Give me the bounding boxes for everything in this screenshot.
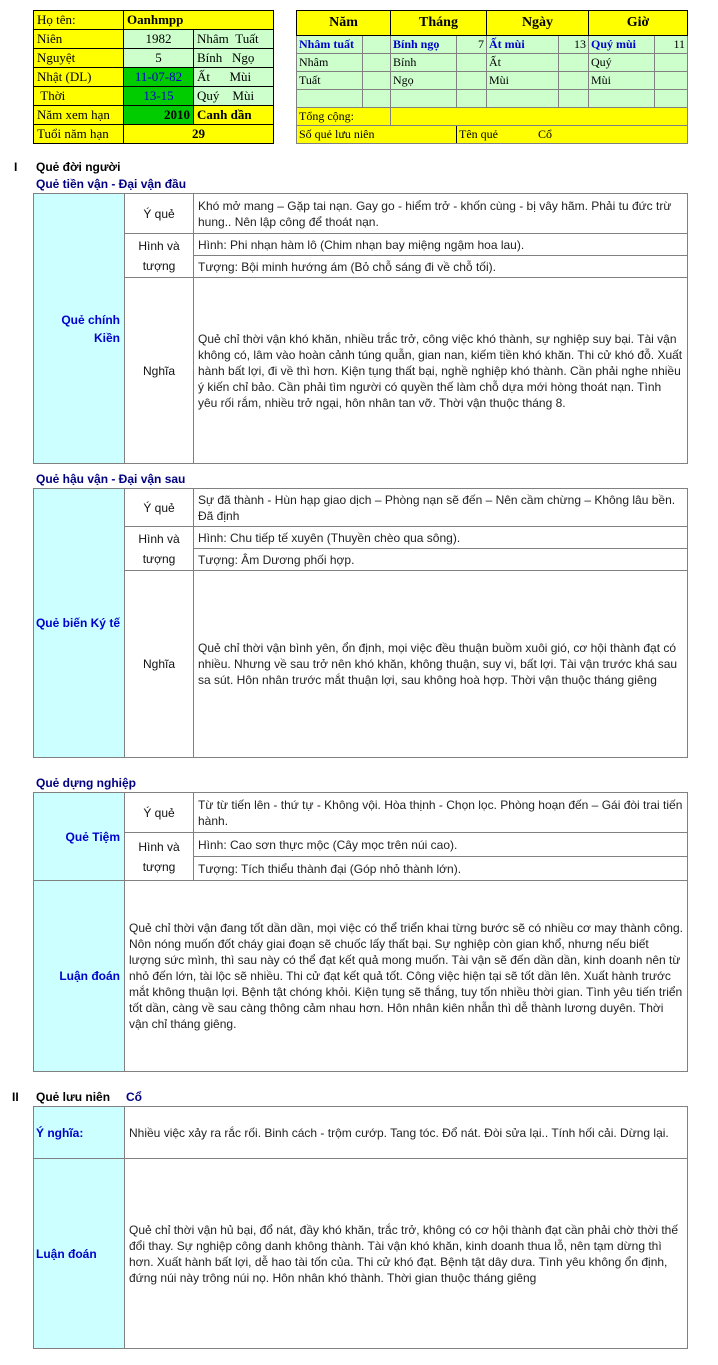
nguyet-canchi: Bính Ngọ (194, 49, 274, 68)
gio-canchi: Quý mùi (589, 36, 655, 54)
part1-title: Quẻ đời người (36, 160, 121, 174)
nien-label: Niên (34, 30, 124, 49)
nam-canchi: Nhâm tuất (297, 36, 363, 54)
nam-can: Nhâm (297, 54, 363, 72)
hau-van-nghia: Quẻ chỉ thời vận bình yên, ổn định, mọi việc đều thuận buồm xuôi gió, cơ hội thành đạt có nhiều. Nhưng về sau trở nên khó khăn, không thuận, suy vi, bất lợi. Tài vận trước khá sau sa sút. Hôn nhân trước mắt thuận lợi, sau không hoà hợp. Thời vận thuộc tháng giêng (194, 571, 688, 758)
dung-nghiep-y-que-label: Ý quẻ (125, 793, 194, 833)
nam-xem-label: Năm xem hạn (34, 106, 124, 125)
hau-van-heading: Quẻ hậu vận - Đại vận sau (36, 472, 186, 486)
dung-nghiep-luan-doan: Quẻ chỉ thời vận đang tốt dần dần, mọi việc có thể triển khai từng bước sẽ có nhiều cơ may thành công. Nôn nóng muốn đốt cháy giai đoạn sẽ chuốc lấy thất bại. Sự nghiệp còn gian khổ, nhưng nếu biết lượng sức mình, thì sau này có thể đạt kết quả mong muốn. Tài vận sẽ đến dần dần, kinh doanh nên từ nhỏ đến lớn, tài lộc sẽ nhiều. Thi cử đạt kết quả tốt. Công việc hiện tại sẽ tốt dần lên. Xuất hành trước mắt không thuận lợi. Bệnh tật chóng khỏi. Kiện tụng sẽ thắng, tuy tốn nhiều thời gian. Tình yêu tiến triển tốt dần, càng về sau càng thông cảm nhau hơn. Hôn nhân kiên nhẫn thì dễ thành lương duyên. Thời vận chỉ tháng giêng. (125, 881, 688, 1072)
lunar-calendar-table (296, 10, 688, 144)
thang-chi: Ngọ (391, 72, 457, 90)
dung-nghiep-name: Quẻ Tiệm (34, 793, 125, 881)
tien-van-hinh-tuong-label: Hình và tượng (125, 234, 194, 278)
hau-van-y-que-label: Ý quẻ (125, 489, 194, 527)
part2-roman: II (12, 1090, 19, 1104)
ngay-num: 13 (559, 36, 589, 54)
dung-nghiep-heading: Quẻ dựng nghiệp (36, 776, 137, 790)
ho-ten-value: Oanhmpp (124, 11, 274, 30)
tien-van-name: Quẻ chính Kiền (34, 194, 125, 464)
nhat-value: 11-07-82 (124, 68, 194, 87)
hau-van-name: Quẻ biến Ký tế (34, 489, 125, 758)
luu-nien-table (33, 1106, 688, 1349)
gio-can: Quý (589, 54, 655, 72)
hau-van-hinh: Hình: Chu tiếp tế xuyên (Thuyền chèo qua sông). (194, 527, 688, 549)
ngay-canchi: Ất mùi (487, 36, 559, 54)
hau-van-tuong: Tượng: Âm Dương phối hợp. (194, 549, 688, 571)
hau-van-nghia-label: Nghĩa (125, 571, 194, 758)
hau-van-table (33, 488, 688, 758)
col-gio-header: Giờ (589, 11, 688, 36)
dung-nghiep-tuong: Tượng: Tích thiểu thành đại (Góp nhỏ thành lớn). (194, 857, 688, 881)
dung-nghiep-luan-doan-label: Luận đoán (34, 881, 125, 1072)
nam-chi: Tuất (297, 72, 363, 90)
so-que-label: Số quẻ lưu niên (297, 126, 457, 144)
thang-canchi: Bính ngọ (391, 36, 457, 54)
dung-nghiep-hinh-tuong-label: Hình và tượng (125, 833, 194, 881)
thang-num: 7 (457, 36, 487, 54)
nam-xem-canchi: Canh dần (194, 106, 274, 125)
part2-que-name: Cổ (126, 1090, 142, 1104)
dung-nghiep-y-que: Từ từ tiến lên - thứ tự - Không vội. Hòa thịnh - Chọn lọc. Phòng hoạn đến – Gái đòi trai tiến hành. (194, 793, 688, 833)
hau-van-y-que: Sự đã thành - Hùn hạp giao dịch – Phòng nạn sẽ đến – Nên cầm chừng – Không lâu bền. Đã định (194, 489, 688, 527)
ngay-chi: Mùi (487, 72, 559, 90)
tien-van-nghia-label: Nghĩa (125, 278, 194, 464)
luu-nien-luan-doan: Quẻ chỉ thời vận hủ bại, đổ nát, đầy khó khăn, trắc trở, không có cơ hội thành đạt cần phải chờ thời thế đổi thay. Sự nghiệp công danh không thành. Tài vận khó khăn, kinh doanh thua lỗ, nên tạm dừng thì hơn. Xuất hành bất lợi, dễ hao tài tốn của. Thi cử khó đạt. Bệnh tật dây dưa. Tình yêu không ổn định, đứng núi này trông núi nọ. Hôn nhân khó thành. Thời gian thuộc tháng giêng (125, 1159, 688, 1349)
hau-van-hinh-tuong-label: Hình và tượng (125, 527, 194, 571)
tien-van-heading: Quẻ tiền vận - Đại vận đầu (36, 177, 187, 191)
thoi-canchi: Quý Mùi (194, 87, 274, 106)
luu-nien-luan-doan-label: Luận đoán (34, 1159, 125, 1349)
nien-value: 1982 (124, 30, 194, 49)
thoi-label: Thời (34, 87, 124, 106)
tien-van-y-que-label: Ý quẻ (125, 194, 194, 234)
tien-van-table (33, 193, 688, 464)
tien-van-hinh: Hình: Phi nhạn hàm lô (Chim nhạn bay miệng ngậm hoa lau). (194, 234, 688, 256)
dung-nghiep-table (33, 792, 688, 1072)
col-ngay-header: Ngày (487, 11, 589, 36)
gio-chi: Mùi (589, 72, 655, 90)
tien-van-tuong: Tượng: Bội minh hướng ám (Bỏ chỗ sáng đi về chỗ tối). (194, 256, 688, 278)
tien-van-y-que: Khó mở mang – Gặp tai nạn. Gay go - hiểm trở - khốn cùng - bị vây hãm. Phải tu đức trừ hung.. Nên lập công để thoát nạn. (194, 194, 688, 234)
part1-roman: I (14, 160, 18, 174)
tuoi-value: 29 (124, 125, 274, 144)
thang-can: Bính (391, 54, 457, 72)
tien-van-nghia: Quẻ chỉ thời vận khó khăn, nhiều trắc trở, công việc khó thành, sự nghiệp suy bại. Tài vận không có, lâm vào hoàn cảnh túng quẫn, gian nan, kiếm tiền khó khăn. Thi cử khó đỗ. Xuất hành bất lợi, đi về thì hơn. Kiện tụng thất bại, nghề nghiệp khó thành. Cần phải nghe nhiều ý kiến chỉ bảo. Cần phải tìm người có quyền thế làm chỗ dựa mới hòng thoát nạn. Tình yêu rối rắm, nhiều trở ngại, hôn nhân tan vỡ. Thời vận thuộc tháng 8. (194, 278, 688, 464)
dung-nghiep-hinh: Hình: Cao sơn thực mộc (Cây mọc trên núi cao). (194, 833, 688, 857)
thoi-value: 13-15 (124, 87, 194, 106)
personal-info-table (33, 10, 274, 144)
col-thang-header: Tháng (391, 11, 487, 36)
nam-xem-value: 2010 (124, 106, 194, 125)
nguyet-value: 5 (124, 49, 194, 68)
nhat-canchi: Ất Mùi (194, 68, 274, 87)
nam-num (363, 36, 391, 54)
ten-que-cell: Tên quẻ Cổ (457, 126, 688, 144)
tong-cong-label: Tổng cộng: (297, 108, 391, 126)
ho-ten-label: Họ tên: (34, 11, 124, 30)
gio-num: 11 (655, 36, 688, 54)
ngay-can: Ất (487, 54, 559, 72)
nguyet-label: Nguyệt (34, 49, 124, 68)
nhat-label: Nhật (DL) (34, 68, 124, 87)
tuoi-label: Tuổi năm hạn (34, 125, 124, 144)
luu-nien-y-nghia: Nhiều việc xảy ra rắc rối. Binh cách - trộm cướp. Tang tóc. Đổ nát. Đòi sửa lại.. Tính hối cải. Dừng lại. (125, 1107, 688, 1159)
nien-canchi: Nhâm Tuất (194, 30, 274, 49)
luu-nien-y-nghia-label: Ý nghĩa: (34, 1107, 125, 1159)
col-nam-header: Năm (297, 11, 391, 36)
part2-title: Quẻ lưu niên (36, 1090, 111, 1104)
